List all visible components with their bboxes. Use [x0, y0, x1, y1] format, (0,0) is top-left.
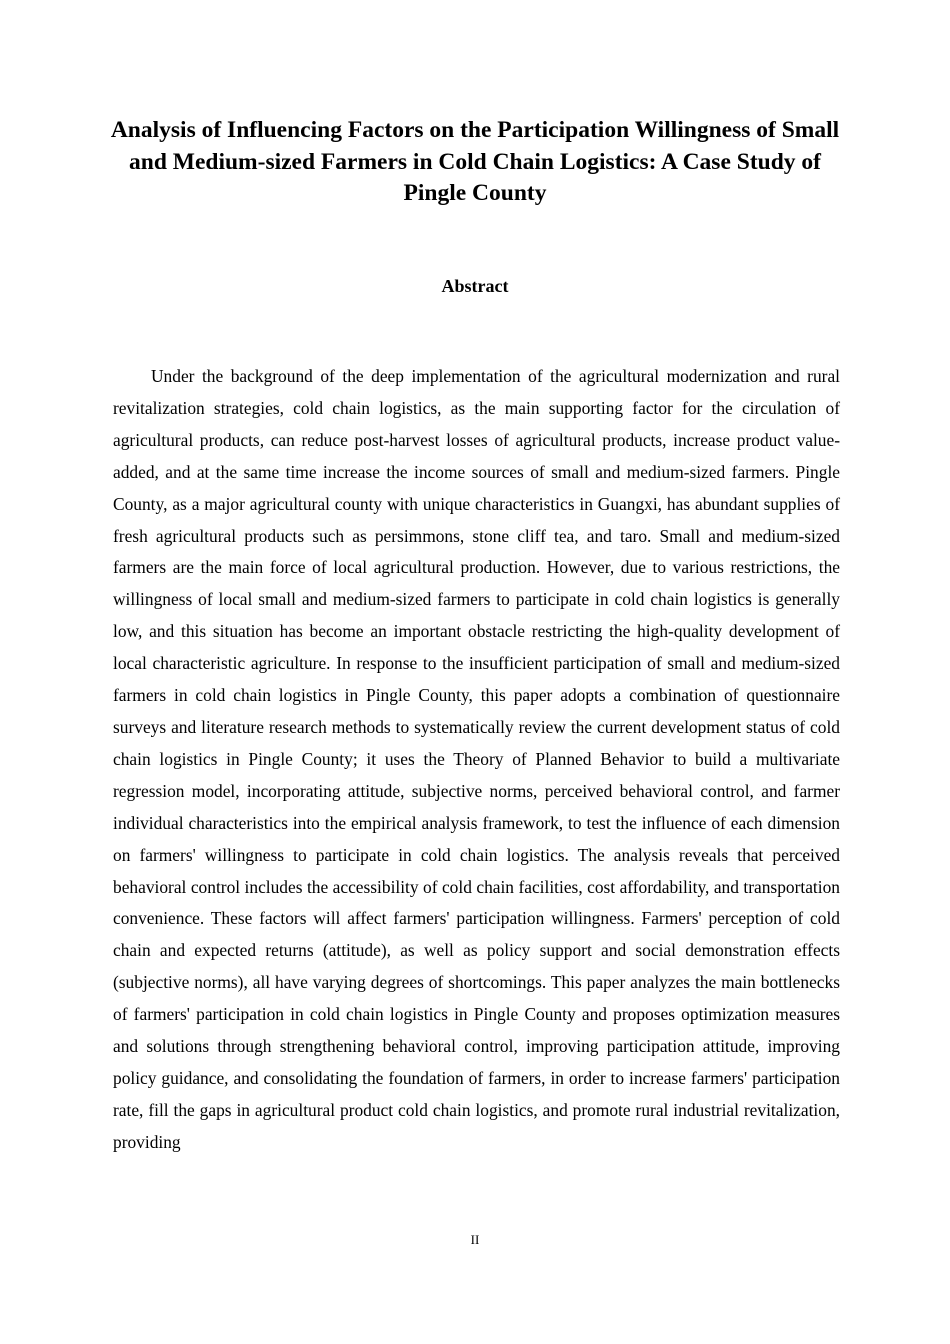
page-number: II [470, 1232, 480, 1247]
abstract-heading: Abstract [441, 276, 509, 296]
paper-title: Analysis of Influencing Factors on the Participation Willingness of Small and Medium-sized Farmers in Cold Chain Logistics: A Case Study of Pingle County [110, 117, 840, 206]
abstract-paragraph: Under the background of the deep implementation of the agricultural modernization and rural revitalization strategies, cold chain logistics, as the main supporting factor for the circulation of agricultural products, can reduce post-harvest losses of agricultural products, increase product value-added, and at the same time increase the income sources of small and medium-sized farmers. Pingle County, as a major agricultural county with unique characteristics in Guangxi, has abundant supplies of fresh agricultural products such as persimmons, stone cliff tea, and taro. Small and medium-sized farmers are the main force of local agricultural production. However, due to various restrictions, the willingness of local small and medium-sized farmers to participate in cold chain logistics is generally low, and this situation has become an important obstacle restricting the high-quality development of local characteristic agriculture. In response to the insufficient participation of small and medium-sized farmers in cold chain logistics in Pingle County, this paper adopts a combination of questionnaire surveys and literature research methods to systematically review the current development status of cold chain logistics in Pingle County; it uses the Theory of Planned Behavior to build a multivariate regression model, incorporating attitude, subjective norms, perceived behavioral control, and farmer individual characteristics into the empirical analysis framework, to test the influence of each dimension on farmers' willingness to participate in cold chain logistics. The analysis reveals that perceived behavioral control includes the accessibility of cold chain facilities, cost affordability, and transportation convenience. These factors will affect farmers' participation willingness. Farmers' perception of cold chain and expected returns (attitude), as well as policy support and social demonstration effects (subjective norms), all have varying degrees of shortcomings. This paper analyzes the main bottlenecks of farmers' participation in cold chain logistics in Pingle County and proposes optimization measures and solutions through strengthening behavioral control, improving participation attitude, improving policy guidance, and consolidating the foundation of farmers, in order to increase farmers' participation rate, fill the gaps in agricultural product cold chain logistics, and promote rural industrial revitalization, providing [113, 366, 840, 1152]
